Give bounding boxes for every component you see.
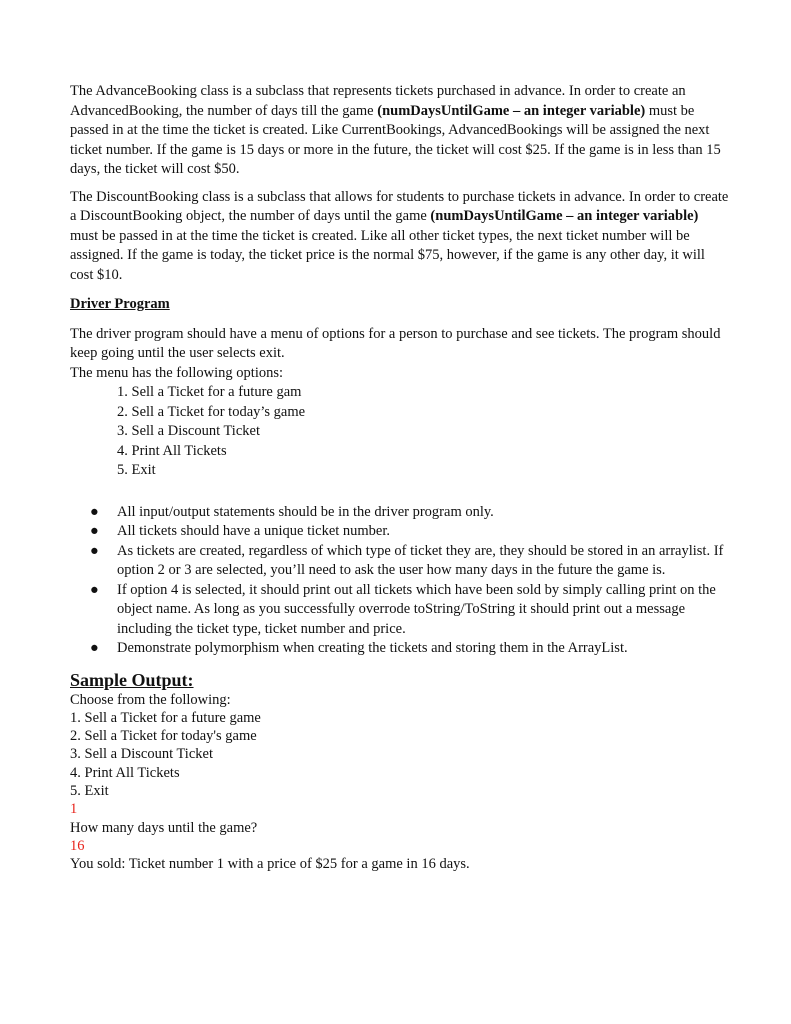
bullet-icon: ● — [90, 523, 99, 539]
requirement-text: Demonstrate polymorphism when creating the tickets and storing them in the ArrayList. — [117, 640, 628, 656]
advance-text-2: must be passed in at the time the ticket is created. Like CurrentBookings, AdvancedBookings will be assigned the next ticket number. If the game is 15 days or more in the future, the ticket will cost $25. If the game is in less than 15 days, the ticket will cost $50. — [70, 102, 721, 177]
driver-program-heading: Driver Program — [70, 296, 170, 312]
sample-console-output — [70, 691, 730, 874]
bullet-icon: ● — [90, 581, 99, 598]
requirement-text: All tickets should have a unique ticket number. — [117, 523, 391, 539]
advance-bold-param: (numDaysUntilGame – an integer variable) — [377, 102, 646, 119]
menu-option: 1. Sell a Ticket for a future gam — [117, 384, 302, 400]
console-user-input: 16 — [70, 837, 85, 854]
requirements-list — [70, 503, 730, 659]
discount-booking-paragraph — [70, 188, 730, 286]
document-page — [70, 82, 730, 873]
discount-bold-param: (numDaysUntilGame – an integer variable) — [430, 208, 699, 224]
console-line: 5. Exit — [70, 782, 109, 799]
requirement-item — [70, 581, 730, 640]
menu-option: 4. Print All Tickets — [117, 442, 227, 459]
console-line: 1. Sell a Ticket for a future game — [70, 709, 261, 726]
bullet-icon: ● — [90, 640, 99, 656]
bullet-icon: ● — [90, 503, 99, 520]
driver-intro-text: The driver program should have a menu of options for a person to purchase and see tickets. The program should keep going until the user selects exit. — [70, 325, 721, 361]
discount-text-1: The DiscountBooking class is a subclass that allows for students to purchase tickets in advance. In order to create a DiscountBooking object, the number of days until the game — [70, 188, 729, 224]
console-line: 2. Sell a Ticket for today's game — [70, 728, 257, 745]
menu-option: 2. Sell a Ticket for today’s game — [117, 403, 306, 420]
requirement-item — [70, 639, 730, 659]
requirement-item — [70, 522, 730, 542]
menu-intro-text: The menu has the following options: — [70, 364, 284, 381]
requirement-text: As tickets are created, regardless of which type of ticket they are, they should be stored in an arraylist. If option 2 or 3 are selected, you’ll need to ask the user how many days in the future the game is. — [117, 542, 724, 578]
requirement-text: If option 4 is selected, it should print out all tickets which have been sold by simply calling print on the object name. As long as you successfully overrode toString/ToString it should print out a message including the ticket type, ticket number and price. — [117, 581, 716, 637]
requirement-text: All input/output statements should be in the driver program only. — [117, 503, 494, 520]
menu-option: 3. Sell a Discount Ticket — [117, 423, 260, 439]
console-result: You sold: Ticket number 1 with a price of $25 for a game in 16 days. — [70, 856, 470, 873]
requirement-item — [70, 542, 730, 581]
console-user-input: 1 — [70, 801, 78, 818]
discount-text-2: must be passed in at the time the ticket is created. Like all other ticket types, the next ticket number will be assigned. If the game is today, the ticket price is the normal $75, however, if the game is any other day, it will cost $10. — [70, 227, 705, 283]
menu-options-list — [70, 383, 730, 481]
bullet-icon: ● — [90, 542, 99, 559]
menu-option: 5. Exit — [117, 462, 156, 478]
console-line: 4. Print All Tickets — [70, 764, 180, 781]
advance-text-1: The AdvanceBooking class is a subclass that represents tickets purchased in advance. In order to create an AdvancedBooking, the number of days till the game — [70, 83, 686, 119]
console-line: Choose from the following: — [70, 691, 231, 708]
sample-output-heading: Sample Output: — [70, 669, 194, 690]
advance-booking-paragraph — [70, 82, 730, 180]
requirement-item — [70, 503, 730, 523]
console-line: 3. Sell a Discount Ticket — [70, 746, 213, 763]
console-prompt: How many days until the game? — [70, 819, 258, 836]
